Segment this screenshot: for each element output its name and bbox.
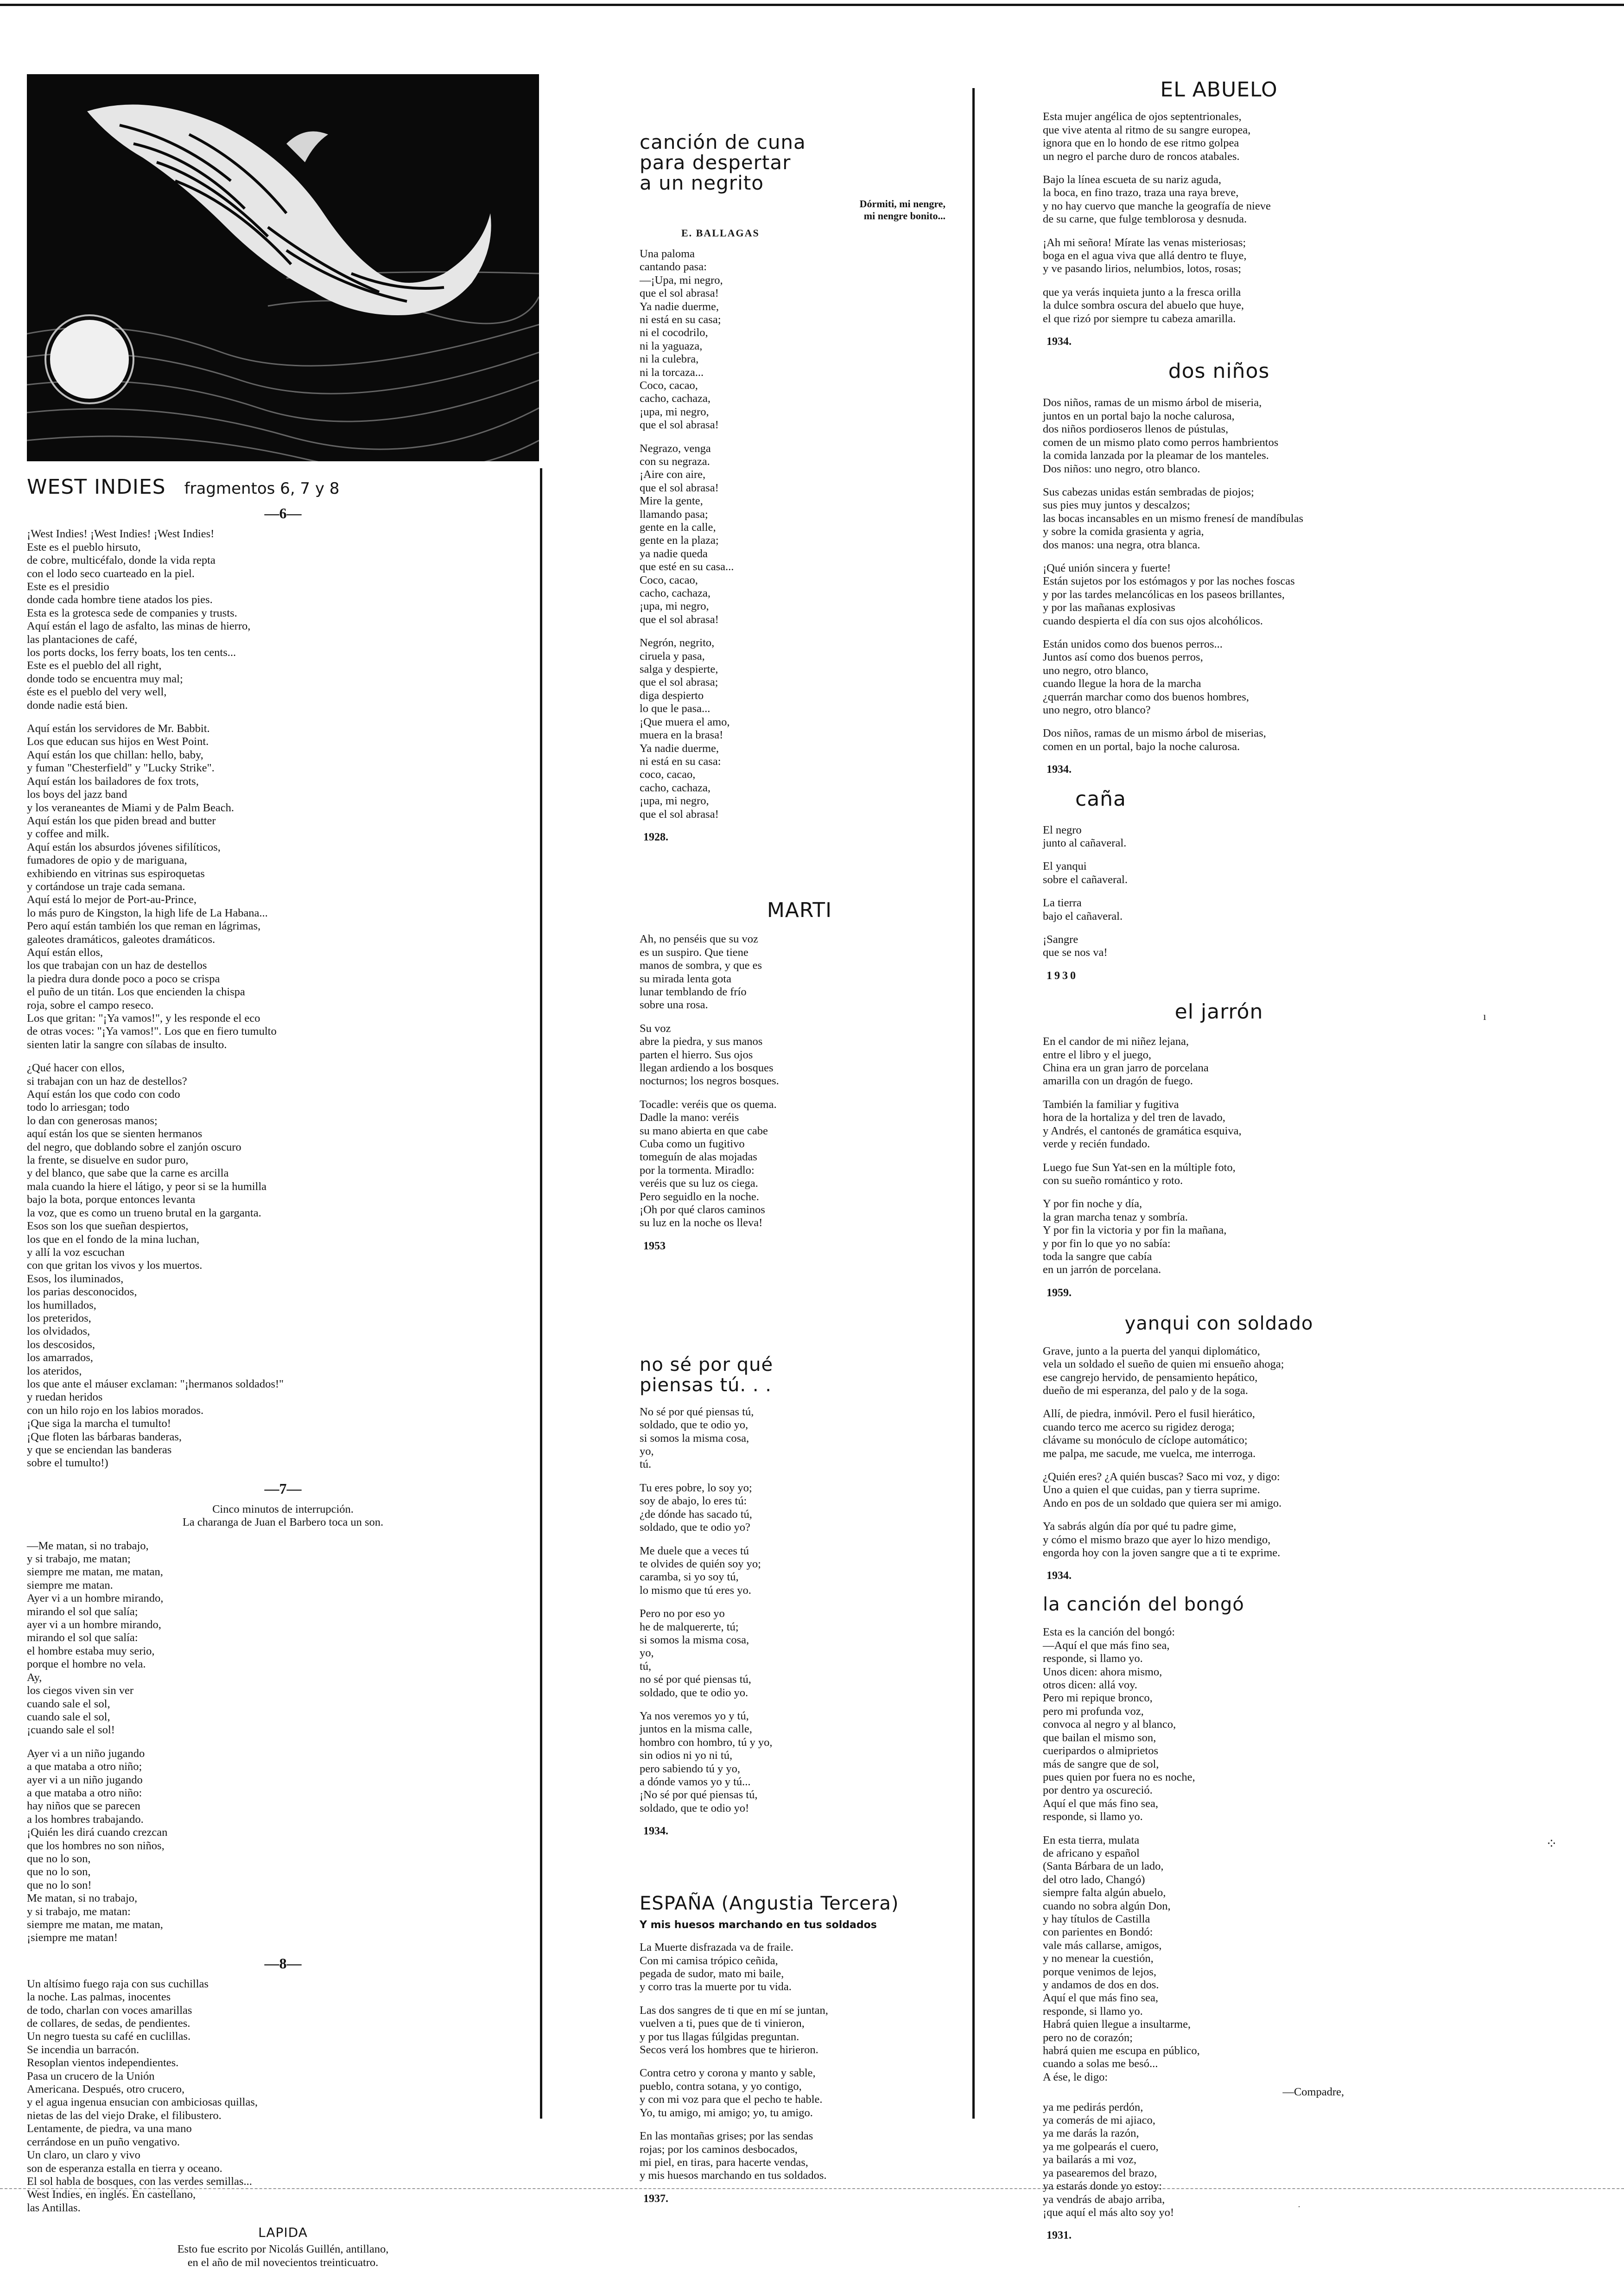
cancion-cuna-author: E. BALLAGAS: [681, 227, 760, 239]
dos-ninos-stanza: ¡Qué unión sincera y fuerte! Están sujetos por los estómagos y por las noches foscas y por las tardes melancólicas en los paseos brillantes, y por las mañanas explosivas cuando despierta el día con sus ojos alcohólicos.: [1043, 561, 1295, 627]
dos-ninos-title: dos niños: [1168, 359, 1270, 383]
cancion-cuna-title: canción de cuna para despertar a un negrito: [640, 131, 806, 195]
column-rule-left: [540, 468, 542, 2119]
abuelo-title: EL ABUELO: [1160, 78, 1278, 102]
no-se-stanza: No sé por qué piensas tú, soldado, que te odio yo, si somos la misma cosa, yo, tú.: [640, 1405, 754, 1471]
bongo-year: 1931.: [1047, 2229, 1072, 2242]
fragment-6-heading: —6—: [264, 505, 302, 522]
jarron-title: el jarrón: [1174, 1000, 1263, 1024]
dos-ninos-stanza: Sus cabezas unidas están sembradas de piojos; sus pies muy juntos y descalzos; las bocas incansables en un mismo frenesí de mandíbulas y sobre la comida grasienta y agria, dos manos: una negra, otra blanca.: [1043, 485, 1303, 551]
espana-stanza: La Muerte disfrazada va de fraile. Con mi camisa trópico ceñida, pegada de sudor, mato mi baile, y corro tras la muerte por tu vida.: [640, 1941, 793, 1993]
no-se-stanza: Tu eres pobre, lo soy yo; soy de abajo, lo eres tú: ¿de dónde has sacado tú, soldado, que te odio yo?: [640, 1481, 752, 1534]
cancion-cuna-stanza: Negrazo, venga con su negraza. ¡Aire con aire, que el sol abrasa! Mire la gente, llamando pasa; gente en la calle, gente en la plaza; ya nadie queda que esté en su casa... Coco, cacao, cacho, cachaza, ¡upa, mi negro, que el sol abrasa!: [640, 442, 734, 626]
dos-ninos-year: 1934.: [1047, 764, 1072, 776]
abuelo-stanza: que ya verás inquieta junto a la fresca orilla la dulce sombra oscura del abuelo que huye, el que rizó por siempre tu cabeza amarilla.: [1043, 286, 1244, 325]
abuelo-stanza: Esta mujer angélica de ojos septentrionales, que vive atenta al ritmo de su sangre europea, ignora que en lo hondo de ese ritmo golpea un negro el parche duro de roncos atabales.: [1043, 110, 1251, 163]
espana-year: 1937.: [643, 2192, 668, 2205]
cana-stanza: El yanqui sobre el cañaveral.: [1043, 860, 1128, 886]
no-se-year: 1934.: [643, 1825, 668, 1838]
espana-stanza: En las montañas grises; por las sendas rojas; por los caminos desbocados, mi piel, en tiras, para hacerte vendas, y mis huesos marchando en tus soldados.: [640, 2130, 827, 2182]
espana-stanza: Las dos sangres de ti que en mí se juntan, vuelven a ti, pues que de ti vinieron, y por tus llagas fúlgidas preguntan. Secos verá los hombres que te hirieron.: [640, 2004, 828, 2056]
jarron-stanza: Luego fue Sun Yat-sen en la múltiple foto, con su sueño romántico y roto.: [1043, 1161, 1236, 1187]
abuelo-stanza: Bajo la línea escueta de su nariz aguda, la boca, en fino trazo, traza una raya breve, y no hay cuervo que manche la geografía de nieve de su carne, que fulge temblorosa y desnuda.: [1043, 173, 1271, 226]
bongo-stanza: Esta es la canción del bongó: —Aquí el que más fino sea, responde, si llamo yo. Unos dicen: ahora mismo, otros dicen: allá voy. Pero mi repique bronco, pero mi profunda voz, convoca al negro y al blanco, que bailan el mismo son, cueripardos o almiprietos más de sangre que de sol, pues quien por fuera no es noche, por dentro ya oscureció. Aquí el que más fino sea, responde, si llamo yo.: [1043, 1626, 1195, 1823]
dos-ninos-stanza: Dos niños, ramas de un mismo árbol de miserias, comen en un portal, bajo la noche calurosa.: [1043, 727, 1266, 753]
column-right: [1043, 79, 1395, 2254]
espana-title: ESPAÑA (Angustia Tercera): [640, 1893, 899, 1915]
fragment-7-heading: —7—: [264, 1480, 302, 1497]
espana-subline: Y mis huesos marchando en tus soldados: [640, 1919, 877, 1931]
no-se-title: no sé por qué piensas tú. . .: [640, 1354, 774, 1396]
bongo-stanza: ya me pedirás perdón, ya comerás de mi ajiaco, ya me darás la razón, ya me golpearás el cuero, ya bailarás a mi voz, ya pasearemos del brazo, ya estarás donde yo estoy: ya vendrás de abajo arriba, ¡que aquí el más alto soy yo!: [1043, 2101, 1174, 2219]
bongo-title: la canción del bongó: [1043, 1594, 1244, 1616]
bird-moon-woodcut: [27, 74, 539, 461]
abuelo-year: 1934.: [1047, 336, 1072, 348]
cana-year: 1930: [1047, 969, 1078, 982]
bongo-stanza: En esta tierra, mulata de africano y español (Santa Bárbara de un lado, del otro lado, Changó) siempre falta algún abuelo, cuando no sobra algún Don, y hay títulos de Castilla con parientes en Bondó: vale más callarse, amigos, y no menear la cuestión, porque venimos de lejos, y andamos de dos en dos. Aquí el que más fino sea, responde, si llamo yo. Habrá quien llegue a insultarme, pero no de corazón; habrá quien me escupa en público, cuando a solas me besó... A ése, le digo:: [1043, 1834, 1200, 2083]
lapida-title: LAPIDA: [258, 2225, 308, 2241]
west-indies-title: WEST INDIES: [27, 475, 166, 499]
jarron-stanza: También la familiar y fugitiva hora de la hortaliza y del tren de lavado, y Andrés, el cantonés de gramática esquiva, verde y recién fundado.: [1043, 1098, 1242, 1151]
yanqui-stanza: Ya sabrás algún día por qué tu padre gime, y cómo el mismo brazo que ayer lo hizo mendigo, engorda hoy con la joven sangre que a ti te exprime.: [1043, 1520, 1281, 1560]
cana-title: caña: [1075, 787, 1127, 811]
fragment-7-intro: Cinco minutos de interrupción. La charanga de Juan el Barbero toca un son.: [182, 1503, 384, 1529]
dos-ninos-stanza: Están unidos como dos buenos perros... Juntos así como dos buenos perros, uno negro, otro blanco, cuando llegue la hora de la marcha ¿querrán marchar como dos buenos hombres, uno negro, otro blanco?: [1043, 637, 1249, 716]
no-se-stanza: Ya nos veremos yo y tú, juntos en la misma calle, hombro con hombro, tú y yo, sin odios ni yo ni tú, pero sabiendo tú y yo, a dónde vamos yo y tú... ¡No sé por qué piensas tú, soldado, que te odio yo!: [640, 1709, 773, 1814]
top-rule: [0, 4, 1624, 6]
jarron-stanza: En el candor de mi niñez lejana, entre el libro y el juego, China era un gran jarro de porcelana amarilla con un dragón de fuego.: [1043, 1035, 1209, 1088]
stray-mark: ⁘: [1546, 1836, 1558, 1852]
column-left: [27, 74, 539, 2279]
cancion-cuna-year: 1928.: [643, 831, 668, 843]
jarron-year: 1959.: [1047, 1286, 1072, 1299]
marti-title: MARTI: [767, 898, 832, 922]
yanqui-title: yanqui con soldado: [1124, 1312, 1313, 1334]
abuelo-stanza: ¡Ah mi señora! Mírate las venas misteriosas; boga en el agua viva que allá dentro te fluye, y ve pasando lirios, nelumbios, lotos, rosas;: [1043, 236, 1247, 275]
cancion-cuna-stanza: Negrón, negrito, ciruela y pasa, salga y despierte, que el sol abrasa; diga despierto lo que le pasa... ¡Que muera el amo, muera en la brasa! Ya nadie duerme, ni está en su casa: coco, cacao, cacho, cachaza, ¡upa, mi negro, que el sol abrasa!: [640, 637, 730, 821]
west-indies-stanza: —Me matan, si no trabajo, y si trabajo, me matan; siempre me matan, me matan, siempre me matan. Ayer vi a un hombre mirando, mirando el sol que salía; ayer vi a un hombre mirando, mirando el sol que salía: el hombre estaba muy serio, porque el hombre no vela. Ay, los ciegos viven sin ver cuando sale el sol, cuando sale el sol, ¡cuando sale el sol!: [27, 1539, 164, 1737]
fragment-8-heading: —8—: [264, 1955, 302, 1972]
west-indies-stanza: ¿Qué hacer con ellos, si trabajan con un haz de destellos? Aquí están los que codo con codo todo lo arriesgan; todo lo dan con generosas manos; aquí están los que se sienten hermanos del negro, que doblando sobre el zanjón oscuro la frente, se disuelve en sudor puro, y del blanco, que sabe que la carne es arcilla mala cuando la hiere el látigo, y peor si se la humilla bajo la bota, porque entonces levanta la voz, que es como un trueno brutal en la garganta. Esos son los que sueñan despiertos, los que en el fondo de la mina luchan, y allí la voz escuchan con que gritan los vivos y los muertos. Esos, los iluminados, los parias desconocidos, los humillados, los preteridos, los olvidados, los descosidos, los amarrados, los ateridos, los que ante el máuser exclaman: "¡hermanos soldados!" y ruedan heridos con un hilo rojo en los labios morados. ¡Que siga la marcha el tumulto! ¡Que floten las bárbaras banderas, y que se enciendan las banderas sobre el tumulto!): [27, 1062, 284, 1470]
west-indies-stanza: Un altísimo fuego raja con sus cuchillas la noche. Las palmas, inocentes de todo, charlan con voces amarillas de collares, de sedas, de pendientes. Un negro tuesta su café en cuclillas. Se incendia un barracón. Resoplan vientos independientes. Pasa un crucero de la Unión Americana. Después, otro crucero, y el agua ingenua ensucian con ambiciosas quillas, nietas de las del viejo Drake, el filibustero. Lentamente, de piedra, va una mano cerrándose en un puño vengativo. Un claro, un claro y vivo son de esperanza estalla en tierra y oceano. El sol habla de bosques, con las verdes semillas... West Indies, en inglés. En castellano, las Antillas.: [27, 1977, 258, 2214]
west-indies-stanza: ¡West Indies! ¡West Indies! ¡West Indies! Este es el pueblo hirsuto, de cobre, multicéfalo, donde la vida repta con el lodo seco cuarteado en la piel. Este es el presidio donde cada hombre tiene atados los pies. Esta es la grotesca sede de companies y trusts. Aquí están el lago de asfalto, las minas de hierro, las plantaciones de café, los ports docks, los ferry boats, los ten cents... Este es el pueblo del all right, donde todo se encuentra muy mal; éste es el pueblo del very well, donde nadie está bien.: [27, 528, 251, 712]
yanqui-stanza: Grave, junto a la puerta del yanqui diplomático, vela un soldado el sueño de quien mi ensueño ahoga; ese cangrejo hervido, de pensamiento hepático, dueño de mi esperanza, del palo y de la soga.: [1043, 1344, 1284, 1397]
column-middle: [640, 132, 959, 2217]
cana-stanza: El negro junto al cañaveral.: [1043, 823, 1127, 850]
yanqui-year: 1934.: [1047, 1570, 1072, 1582]
west-indies-stanza: Ayer vi a un niño jugando a que mataba a otro niño; ayer vi a un niño jugando a que mataba a otro niño: hay niños que se parecen a los hombres trabajando. ¡Quién les dirá cuando crezcan que los hombres no son niños, que no lo son, que no lo son, que no lo son! Me matan, si no trabajo, y si trabajo, me matan: siempre me matan, me matan, ¡siempre me matan!: [27, 1747, 168, 1944]
bongo-compadre: —Compadre,: [1282, 2086, 1344, 2099]
marti-year: 1953: [643, 1240, 666, 1252]
cana-stanza: ¡Sangre que se nos va!: [1043, 933, 1108, 959]
marti-stanza: Ah, no penséis que su voz es un suspiro. Que tiene manos de sombra, y que es su mirada lenta gota lunar temblando de frío sobre una rosa.: [640, 933, 762, 1012]
stray-mark: ·: [1298, 2202, 1300, 2211]
stray-mark: ı: [1483, 1011, 1486, 1023]
dos-ninos-stanza: Dos niños, ramas de un mismo árbol de miseria, juntos en un portal bajo la noche calurosa, dos niños pordioseros llenos de pústulas, comen de un mismo plato como perros hambrientos la comida lanzada por la pleamar de los manteles. Dos niños: uno negro, otro blanco.: [1043, 396, 1279, 475]
marti-stanza: Su voz abre la piedra, y sus manos parten el hierro. Sus ojos llegan ardiendo a los bosques nocturnos; los negros bosques.: [640, 1022, 779, 1088]
no-se-stanza: Me duele que a veces tú te olvides de quién soy yo; caramba, si yo soy tú, lo mismo que tú eres yo.: [640, 1544, 761, 1597]
no-se-stanza: Pero no por eso yo he de malquererte, tú; si somos la misma cosa, yo, tú, no sé por qué piensas tú, soldado, que te odio yo.: [640, 1607, 751, 1699]
yanqui-stanza: ¿Quién eres? ¿A quién buscas? Saco mi voz, y digo: Uno a quien el que cuidas, pan y tierra suprime. Ando en pos de un soldado que quiera ser mi amigo.: [1043, 1471, 1282, 1509]
column-rule-right: [972, 88, 975, 2119]
cancion-cuna-stanza: Una paloma cantando pasa: —¡Upa, mi negro, que el sol abrasa! Ya nadie duerme, ni está en su casa; ni el cocodrilo, ni la yaguaza, ni la culebra, ni la torcaza... Coco, cacao, cacho, cachaza, ¡upa, mi negro, que el sol abrasa!: [640, 247, 723, 432]
marti-stanza: Tocadle: veréis que os quema. Dadle la mano: veréis su mano abierta en que cabe Cuba como un fugitivo tomeguín de alas mojadas por la tormenta. Miradlo: veréis que su luz os ciega. Pero seguidlo en la noche. ¡Oh por qué claros caminos su luz en la noche os lleva!: [640, 1098, 777, 1229]
cancion-cuna-epigraph: Dórmiti, mi nengre, mi nengre bonito...: [859, 198, 945, 222]
yanqui-stanza: Allí, de piedra, inmóvil. Pero el fusil hierático, cuando terco me acerco su rigidez deroga; clávame su monóculo de cíclope automático; me palpa, me sacude, me vuelca, me interroga.: [1043, 1407, 1256, 1460]
west-indies-subtitle: fragmentos 6, 7 y 8: [184, 479, 340, 498]
cana-stanza: La tierra bajo el cañaveral.: [1043, 897, 1123, 923]
espana-stanza: Contra cetro y corona y manto y sable, pueblo, contra sotana, y yo contigo, y con mi voz para que el pecho te hable. Yo, tu amigo, mi amigo; yo, tu amigo.: [640, 2067, 823, 2119]
woodcut-illustration: [27, 74, 539, 461]
west-indies-stanza: Aquí están los servidores de Mr. Babbit. Los que educan sus hijos en West Point. Aquí están los que chillan: hello, baby, y fuman "Chesterfield" y "Lucky Strike". Aquí están los bailadores de fox trots, los boys del jazz band y los veraneantes de Miami y de Palm Beach. Aquí están los que piden bread and butter y coffee and milk. Aquí están los absurdos jóvenes sifilíticos, fumadores de opio y de mariguana, exhibiendo en vitrinas sus espiroquetas y cortándose un traje cada semana. Aquí está lo mejor de Port-au-Prince, lo más puro de Kingston, la high life de La Habana... Pero aquí están también los que reman en lágrimas, galeotes dramáticos, galeotes dramáticos. Aquí están ellos, los que trabajan con un haz de destellos la piedra dura donde poco a poco se crispa el puño de un titán. Los que encienden la chispa roja, sobre el campo reseco. Los que gritan: "¡Ya vamos!", y les responde el eco de otras voces: "¡Ya vamos!". Los que en fiero tumulto sienten latir la sangre con sílabas de insulto.: [27, 722, 277, 1051]
jarron-stanza: Y por fin noche y día, la gran marcha tenaz y sombría. Y por fin la victoria y por fin la mañana, y por fin lo que yo no sabía: toda la sangre que cabía en un jarrón de porcelana.: [1043, 1197, 1227, 1276]
lapida-text: Esto fue escrito por Nicolás Guillén, antillano, en el año de mil novecientos treinticuatro.: [177, 2243, 389, 2269]
